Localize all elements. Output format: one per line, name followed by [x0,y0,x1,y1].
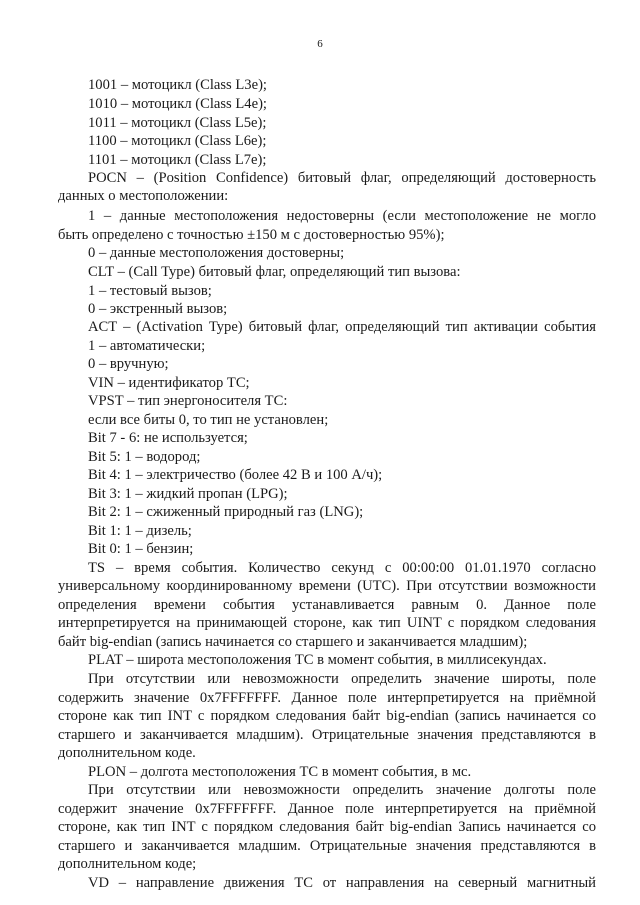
text-line: универсальному координированному времени (UTC). При отсутствии возможности [58,578,596,594]
text-line: Bit 0: 1 – бензин; [88,541,194,557]
text-line: определения времени события устанавливается равным 0. Данное поле [58,597,596,613]
text-line: 1010 – мотоцикл (Class L4e); [88,96,267,112]
text-line: 1101 – мотоцикл (Class L7e); [88,152,267,168]
text-line: PLON – долгота местоположения ТС в момент события, в мс. [88,764,472,780]
text-line: Bit 3: 1 – жидкий пропан (LPG); [88,486,288,502]
text-line: 1 – данные местоположения недостоверны (если местоположение не могло [88,208,596,224]
text-line: стороне как тип INT с порядком следования байт big-endian (запись начинается со [58,708,596,724]
text-line: CLT – (Call Type) битовый флаг, определяющий тип вызова: [88,264,461,280]
text-line: При отсутствии или невозможности определить значение долготы поле [88,782,596,798]
text-line: 1 – тестовый вызов; [88,283,212,299]
text-line: 0 – вручную; [88,356,169,372]
text-line: содержить значение 0x7FFFFFFF. Данное поле интерпретируется на приёмной [58,690,596,706]
text-line: быть определено с точностью ±150 м с достоверностью 95%); [58,227,445,243]
text-line: Bit 7 - 6: не используется; [88,430,248,446]
text-line: данных о местоположении: [58,188,229,204]
text-line: содержит значение 0x7FFFFFFF. Данное поле интерпретируется на приёмной [58,801,596,817]
text-line: дополнительном коде. [58,745,196,761]
text-line: Bit 5: 1 – водород; [88,449,201,465]
text-line: 1011 – мотоцикл (Class L5e); [88,115,267,131]
text-line: Bit 2: 1 – сжиженный природный газ (LNG); [88,504,364,520]
text-line: VD – направление движения ТС от направления на северный магнитный [88,875,596,891]
text-line: стороне, как тип INT с порядком следования байт big-endian Запись начинается со [58,819,596,835]
text-line: TS – время события. Количество секунд с 00:00:00 01.01.1970 согласно [88,560,596,576]
text-line: VIN – идентификатор ТС; [88,375,250,391]
text-line: 1 – автоматически; [88,338,206,354]
text-line: VPST – тип энергоносителя ТС: [88,393,288,409]
text-line: POCN – (Position Confidence) битовый флаг, определяющий достоверность [88,170,596,186]
text-line: интерпретируется на принимающей стороне, как тип UINT с порядком следования [58,615,596,631]
text-line: 1001 – мотоцикл (Class L3e); [88,77,267,93]
text-line: 0 – данные местоположения достоверны; [88,245,345,261]
text-line: старшего и заканчивается младшим). Отрицательные значения представляются в [58,727,596,743]
text-line: дополнительном коде; [58,856,197,872]
text-line: Bit 1: 1 – дизель; [88,523,192,539]
text-line: байт big-endian (запись начинается со старшего и заканчивается младшим); [58,634,528,650]
text-line: PLAT – широта местоположения ТС в момент события, в миллисекундах. [88,652,547,668]
text-line: если все биты 0, то тип не установлен; [88,412,329,428]
text-line: 1100 – мотоцикл (Class L6e); [88,133,267,149]
text-line: Bit 4: 1 – электричество (более 42 В и 100 А/ч); [88,467,383,483]
page-number: 6 [317,38,323,50]
text-line: При отсутствии или невозможности определить значение широты, поле [88,671,596,687]
text-line: старшего и заканчивается младшим. Отрицательные значения представляются в [58,838,596,854]
text-line: ACT – (Activation Type) битовый флаг, определяющий тип активации события [88,319,596,335]
text-line: 0 – экстренный вызов; [88,301,228,317]
